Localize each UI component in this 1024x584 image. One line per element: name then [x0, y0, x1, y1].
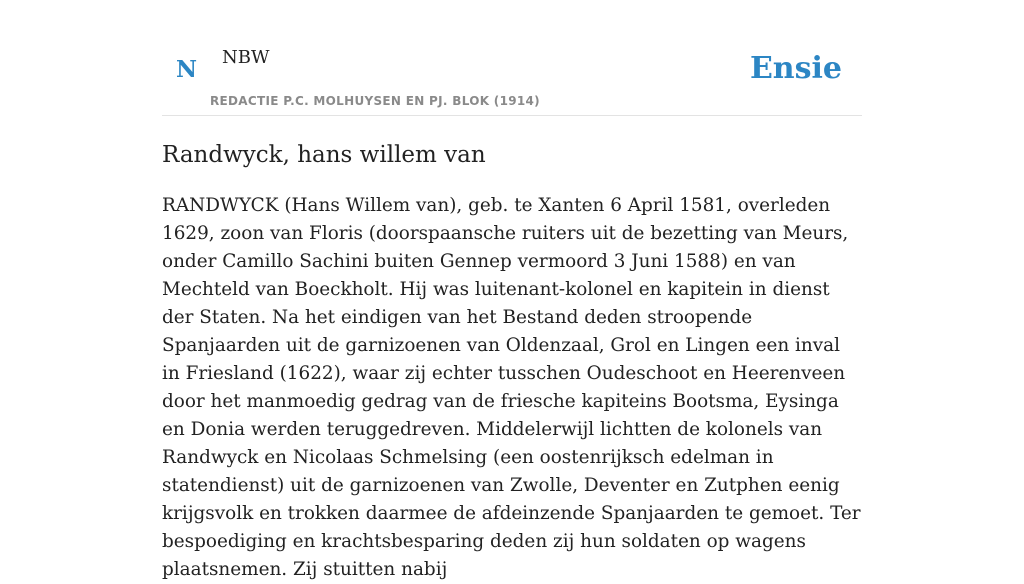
- editors-caption: REDACTIE P.C. MOLHUYSEN EN PJ. BLOK (1914): [210, 94, 540, 108]
- entry-body: RANDWYCK (Hans Willem van), geb. te Xanten 6 April 1581, overleden 1629, zoon van Floris (doorspaansche ruiters uit de bezetting van Meurs, onder Camillo Sachini buiten Gennep vermoord 3 Juni 1588) en van Mechteld van Boeckholt. Hij was luitenant-kolonel en kapitein in dienst der Staten. Na het eindigen van het Bestand deden stroopende Spanjaarden uit de garnizoenen van Oldenzaal, Grol en Lingen een inval in Friesland (1622), waar zij echter tusschen Oudeschoot en Heerenveen door het manmoedig gedrag van de friesche kapiteins Bootsma, Eysinga en Donia werden teruggedreven. Middelerwijl lichtten de kolonels van Randwyck en Nicolaas Schmelsing (een oostenrijksch edelman in statendienst) uit de garnizoenen van Zwolle, Deventer en Zutphen eenig krijgsvolk en trokken daarmee de afdeinzende Spanjaarden te gemoet. Ter bespoediging en krachtsbesparing deden zij hun soldaten op wagens plaatsnemen. Zij stuitten nabij: [162, 195, 861, 580]
- ensie-brand-logo[interactable]: Ensie: [749, 51, 842, 86]
- site-header: [162, 0, 862, 116]
- entry-title: Randwyck, hans willem van: [162, 142, 486, 168]
- nbw-logo-letter[interactable]: N: [176, 56, 198, 83]
- work-title-link[interactable]: NBW: [222, 47, 270, 68]
